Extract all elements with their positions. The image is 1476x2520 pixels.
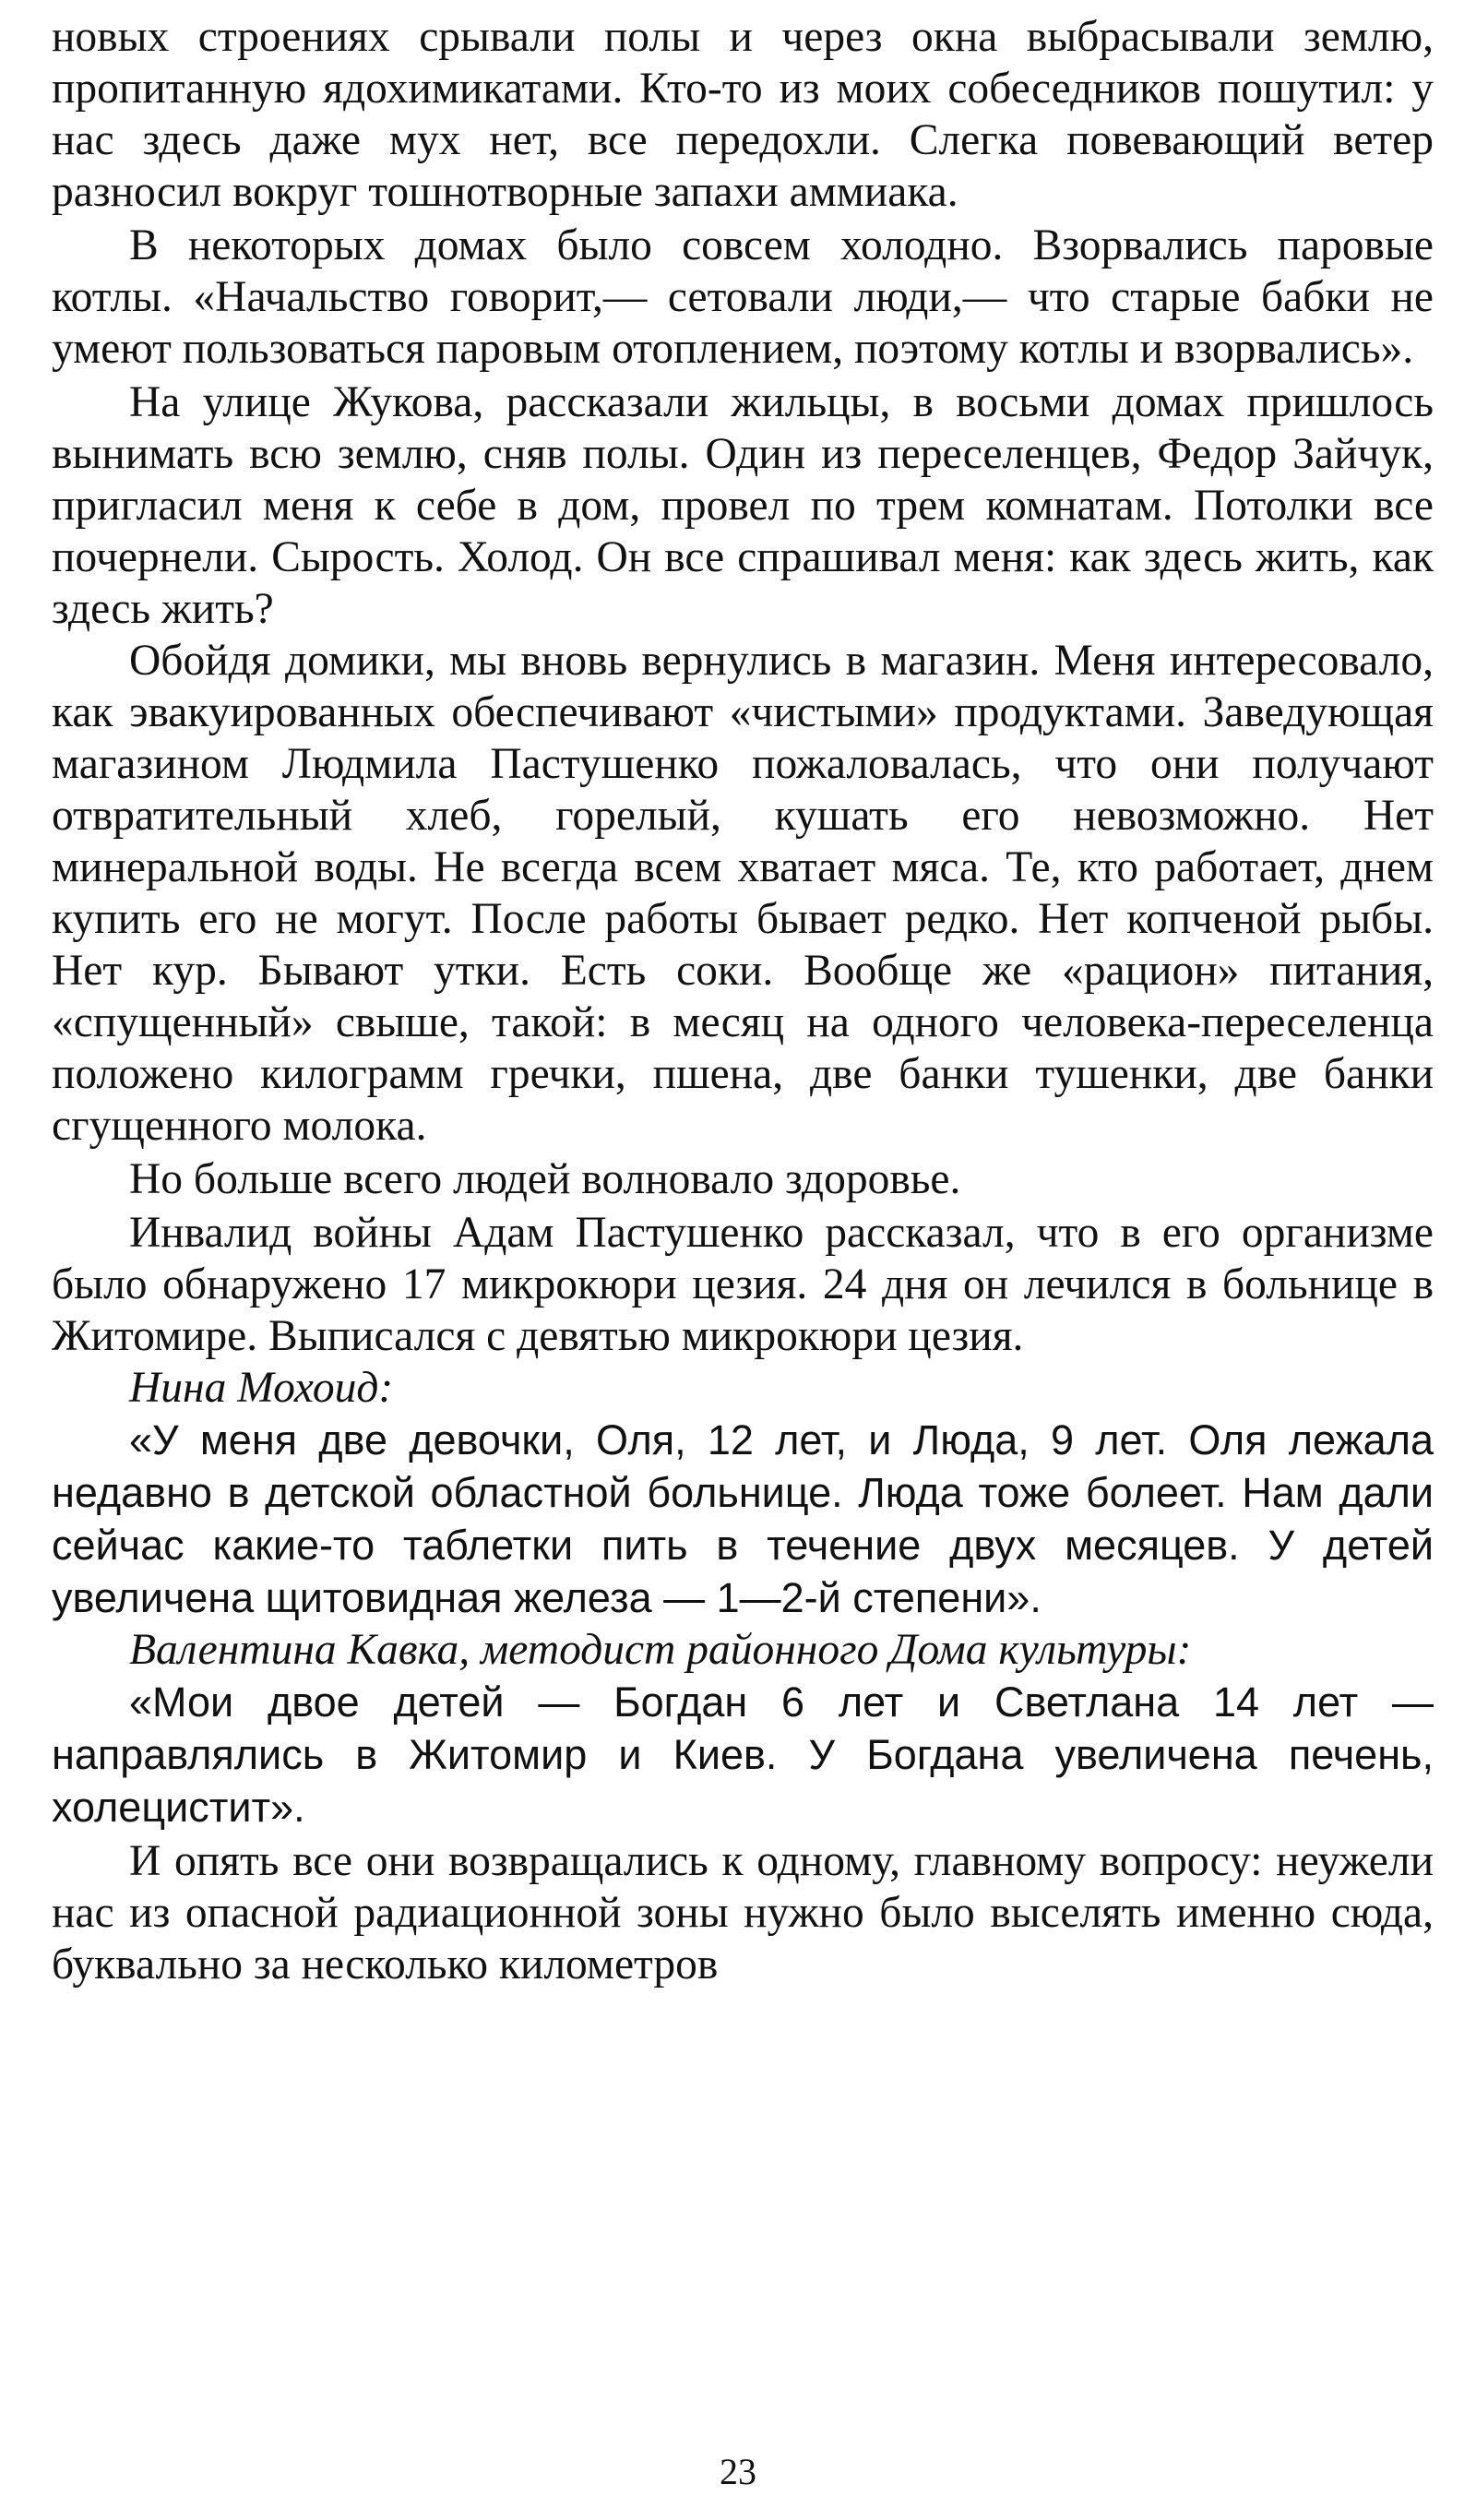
- quote-valentina: «Мои двое детей — Богдан 6 лет и Светлана 14 лет — направлялись в Житомир и Киев. У Богдана увеличена печень, холецистит».: [52, 1678, 1434, 1831]
- page-text: [52, 11, 1434, 1990]
- paragraph-1: новых строениях срывали полы и через окна выбрасывали землю, пропитанную ядохимикатами. Кто-то из моих собеседников пошутил: у нас здесь даже мух нет, все передохли. Слегка повевающий ветер разносил вокруг тошнотворные запахи аммиака.: [52, 13, 1434, 216]
- quote-nina: «У меня две девочки, Оля, 12 лет, и Люда, 9 лет. Оля лежала недавно в детской областной больнице. Люда тоже болеет. Нам дали сейчас какие-то таблетки пить в течение двух месяцев. У детей увеличена щитовидная железа — 1—2-й степени».: [52, 1416, 1434, 1621]
- paragraph-7: И опять все они возвращались к одному, главному вопросу: неужели нас из опасной радиационной зоны нужно было выселять именно сюда, буквально за несколько километров: [52, 1837, 1434, 1989]
- speaker-nina: Нина Мохоид:: [129, 1364, 394, 1412]
- speaker-valentina: Валентина Кавка, методист районного Дома культуры:: [129, 1626, 1192, 1674]
- paragraph-5: Но больше всего людей волновало здоровье.: [129, 1155, 961, 1203]
- page-number: 23: [720, 2451, 756, 2492]
- paragraph-3: На улице Жукова, рассказали жильцы, в восьми домах пришлось вынимать всю землю, сняв полы. Один из переселенцев, Федор Зайчук, пригласил меня к себе в дом, провел по трем комнатам. Потолки все почернели. Сырость. Холод. Он все спрашивал меня: как здесь жить, как здесь жить?: [52, 378, 1434, 633]
- paragraph-4: Обойдя домики, мы вновь вернулись в магазин. Меня интересовало, как эвакуированных обеспечивают «чистыми» продуктами. Заведующая магазином Людмила Пастушенко пожаловалась, что они получают отвратительный хлеб, горелый, кушать его невозможно. Нет минеральной воды. Не всегда всем хватает мяса. Те, кто работает, днем купить его не могут. После работы бывает редко. Нет копченой рыбы. Нет кур. Бывают утки. Есть соки. Вообще же «рацион» питания, «спущенный» свыше, такой: в месяц на одного человека-переселенца положено килограмм гречки, пшена, две банки тушенки, две банки сгущенного молока.: [52, 637, 1434, 1150]
- paragraph-2: В некоторых домах было совсем холодно. Взорвались паровые котлы. «Начальство говорит,— сетовали люди,— что старые бабки не умеют пользоваться паровым отоплением, поэтому котлы и взорвались».: [52, 221, 1434, 373]
- paragraph-6: Инвалид войны Адам Пастушенко рассказал, что в его организме было обнаружено 17 микрокюри цезия. 24 дня он лечился в больнице в Житомире. Выписался с девятью микрокюри цезия.: [52, 1209, 1434, 1360]
